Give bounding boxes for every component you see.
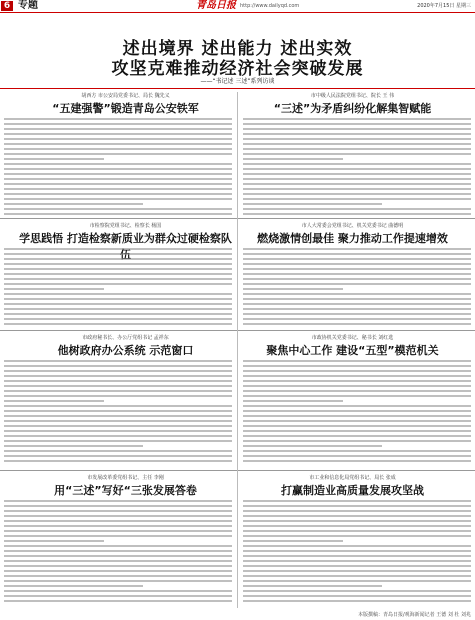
text-line [4,520,232,522]
text-line [4,163,232,165]
text-line [4,450,232,452]
text-line [4,540,104,542]
text-line [243,123,471,125]
text-line [243,510,471,512]
article-5-head[interactable] [18,334,233,358]
text-line [4,370,232,372]
text-line [4,213,232,215]
article-2-head[interactable] [245,92,460,116]
text-line [243,445,382,447]
text-line [4,123,232,125]
article-4-text [243,248,471,325]
article-8-text [243,500,471,602]
text-line [4,278,232,280]
text-line [4,505,232,507]
column-divider [237,92,238,608]
text-line [4,445,143,447]
text-line [243,168,471,170]
text-line [4,560,232,562]
text-line [243,440,471,442]
text-line [243,263,471,265]
text-line [243,565,471,567]
text-line [243,430,471,432]
series-subtitle [0,76,475,85]
text-line [4,263,232,265]
article-1-kicker: 胡西方 市公安局党委书记、局长 魏先义 [81,93,170,99]
main-headline-line2: 攻坚克难推动经济社会突破发展 [111,59,364,79]
text-line [243,410,471,412]
text-line [243,138,471,140]
text-line [243,193,471,195]
text-line [4,188,232,190]
text-line [243,143,471,145]
series-text: ——“书记述 三述”系列访谈 [200,78,275,85]
article-6-text [243,360,471,462]
article-5-kicker: 市政府秘书长、办公厅党组书记 孟祥东 [82,335,169,341]
text-line [243,203,382,205]
text-line [243,425,471,427]
text-line [4,555,232,557]
text-line [4,395,232,397]
text-line [4,248,232,250]
text-line [243,273,471,275]
text-line [243,380,471,382]
text-line [4,288,104,290]
text-line [243,500,471,502]
text-line [4,425,232,427]
article-7-head[interactable] [18,474,233,498]
text-line [243,455,471,457]
article-6-body [243,360,471,468]
issue-date: 2020年7月15日 星期三 [417,3,471,9]
text-line [4,193,232,195]
article-8-title[interactable]: 打赢制造业高质量发展攻坚战 [281,484,424,497]
text-line [4,148,232,150]
text-line [4,550,232,552]
text-line [4,303,232,305]
text-line [4,580,232,582]
text-line [243,365,471,367]
text-line [243,450,471,452]
text-line [4,535,232,537]
text-line [243,173,471,175]
text-line [4,173,232,175]
article-4-kicker: 市人大常委会党组书记、机关党委书记 曲德明 [301,223,404,229]
text-line [243,435,471,437]
text-line [4,525,232,527]
text-line [243,128,471,130]
text-line [243,258,471,260]
text-line [243,293,471,295]
text-line [4,308,232,310]
article-6-title[interactable]: 聚焦中心工作 建设“五型”模范机关 [266,344,439,357]
article-1-head[interactable] [18,92,233,116]
text-line [243,540,343,542]
text-line [4,365,232,367]
text-line [243,298,471,300]
text-line [4,515,232,517]
text-line [4,375,232,377]
text-line [243,278,471,280]
text-line [243,178,471,180]
text-line [4,545,232,547]
text-line [243,400,343,402]
text-line [243,505,471,507]
text-line [243,590,471,592]
text-line [4,313,232,315]
text-line [243,535,471,537]
text-line [243,163,471,165]
text-line [243,153,471,155]
article-7-kicker: 市发展改革委党组书记、主任 李刚 [87,475,164,481]
text-line [243,405,471,407]
site-url[interactable]: http://www.dailyqd.com [240,3,300,9]
text-line [4,390,232,392]
text-line [243,313,471,315]
text-line [4,153,232,155]
text-line [243,595,471,597]
text-line [243,188,471,190]
article-7-title[interactable]: 用“三述”写好“三张发展答卷 [54,484,197,497]
article-5-title[interactable]: 他树政府办公系统 示范窗口 [57,344,194,357]
text-line [4,575,232,577]
text-line [4,430,232,432]
text-line [243,268,471,270]
text-line [243,253,471,255]
text-line [243,248,471,250]
article-2-text [243,118,471,215]
text-line [4,283,232,285]
text-line [4,455,232,457]
article-2-kicker: 市中级人民法院党组书记、院长 王 伟 [310,93,395,99]
article-8-head[interactable] [245,474,460,498]
text-line [4,253,232,255]
text-line [4,208,232,210]
text-line [243,288,343,290]
article-1-body [4,118,232,218]
text-line [4,435,232,437]
text-line [243,525,471,527]
text-line [243,520,471,522]
text-line [243,323,471,325]
text-line [243,600,471,602]
text-line [243,395,471,397]
text-line [243,208,471,210]
text-line [4,323,232,325]
text-line [4,198,232,200]
text-line [4,510,232,512]
text-line [4,360,232,362]
article-6-kicker: 市政协机关党委书记、秘书长 刘红选 [311,335,394,341]
text-line [243,303,471,305]
text-line [243,555,471,557]
header-divider [0,88,475,89]
text-line [4,268,232,270]
text-line [4,590,232,592]
text-line [4,460,232,462]
newspaper-logo: 青岛日报 [196,0,236,11]
text-line [4,138,232,140]
text-line [4,385,232,387]
text-line [4,420,232,422]
text-line [4,118,232,120]
text-line [243,198,471,200]
text-line [4,133,232,135]
text-line [4,203,143,205]
text-line [243,460,471,462]
article-8-kicker: 市工业和信息化局党组书记、局长 张成 [309,475,396,481]
article-6-head[interactable] [245,334,460,358]
article-1-title[interactable]: “五建强警”锻造青岛公安铁军 [52,102,199,115]
text-line [4,318,232,320]
main-headline-line1: 述出境界 述出能力 述出实效 [122,39,353,59]
text-line [243,585,382,587]
text-line [4,585,143,587]
page-number: 6 [1,1,13,11]
article-3-text [4,248,232,325]
text-line [243,545,471,547]
text-line [4,500,232,502]
text-line [4,128,232,130]
article-3-kicker: 市检察院党组书记、检察长 杨国 [89,223,162,229]
text-line [4,258,232,260]
text-line [4,168,232,170]
text-line [243,308,471,310]
text-line [243,560,471,562]
text-line [243,213,471,215]
article-5-body [4,360,232,468]
text-line [4,570,232,572]
text-line [243,118,471,120]
text-line [243,283,471,285]
text-line [243,148,471,150]
text-line [243,515,471,517]
text-line [243,385,471,387]
text-line [4,183,232,185]
article-3-title[interactable]: 学思践悟 打造检察新质业为群众过硬检察队 [19,232,232,245]
text-line [4,178,232,180]
text-line [243,133,471,135]
article-4-head[interactable] [245,222,460,246]
text-line [4,405,232,407]
text-line [4,410,232,412]
text-line [4,595,232,597]
article-3-body [4,248,232,328]
article-8-body [243,500,471,606]
article-4-title[interactable]: 燃烧激情创最佳 聚力推动工作提速增效 [257,232,448,245]
byline-footer: 本版撰稿：青岛日报/观海新闻记者 王德 刘 杜 刘兆 [357,612,471,618]
masthead [0,0,475,13]
text-line [243,375,471,377]
text-line [4,415,232,417]
text-line [243,370,471,372]
text-line [243,420,471,422]
text-line [4,530,232,532]
article-1-text [4,118,232,215]
text-line [243,580,471,582]
article-5-text [4,360,232,462]
text-line [243,415,471,417]
text-line [4,293,232,295]
text-line [4,273,232,275]
text-line [243,550,471,552]
text-line [243,575,471,577]
text-line [4,565,232,567]
text-line [4,380,232,382]
article-7-body [4,500,232,606]
text-line [4,158,104,160]
text-line [243,570,471,572]
text-line [4,143,232,145]
article-4-body [243,248,471,328]
text-line [4,440,232,442]
text-line [243,318,471,320]
text-line [243,183,471,185]
text-line [243,530,471,532]
text-line [4,400,104,402]
text-line [243,390,471,392]
text-line [243,360,471,362]
text-line [4,600,232,602]
article-2-title[interactable]: “三述”为矛盾纠纷化解集智赋能 [273,102,432,115]
text-line [243,158,343,160]
text-line [4,298,232,300]
section-label: 专题 [18,0,38,11]
article-7-text [4,500,232,602]
article-2-body [243,118,471,218]
